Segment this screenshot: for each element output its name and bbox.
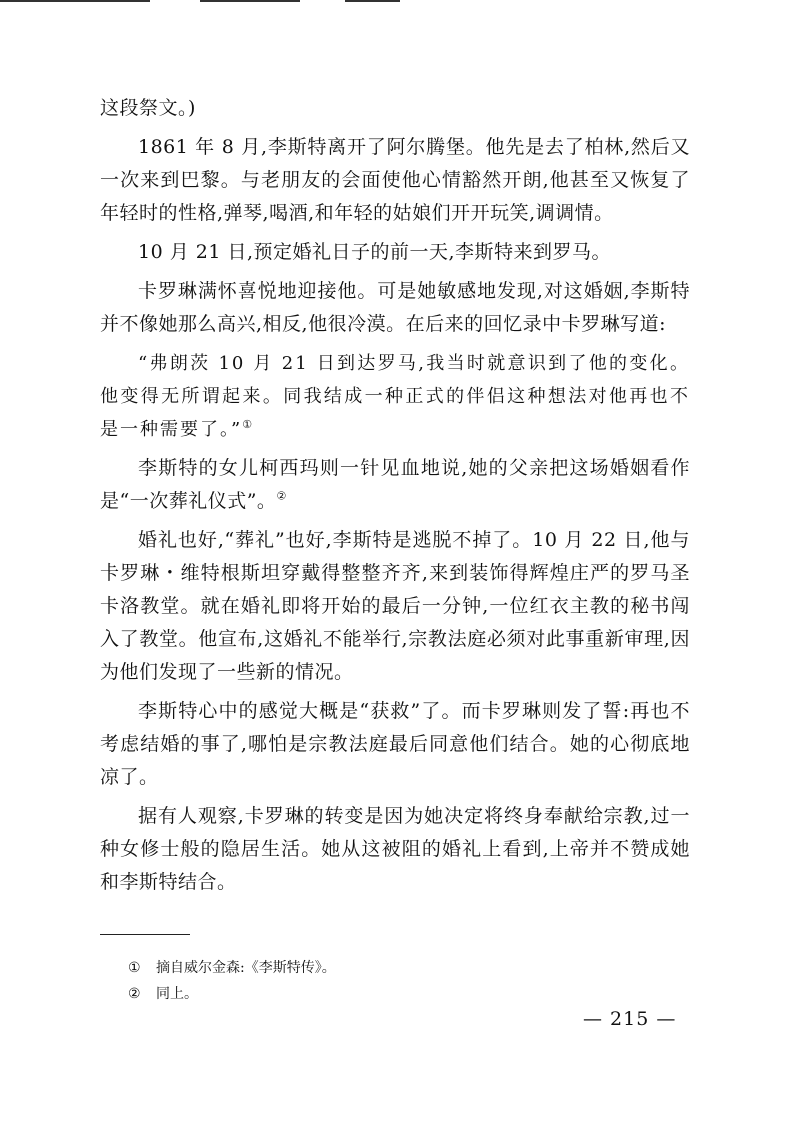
top-rule-right — [345, 0, 400, 2]
footnote-1-number: ① — [128, 960, 141, 976]
footnotes — [128, 955, 336, 1007]
footnote-1-text: 摘自威尔金森:《李斯特传》。 — [156, 960, 336, 976]
paragraph-1861: 1861 年 8 月,李斯特离开了阿尔腾堡。他先是去了柏林,然后又一次来到巴黎。与老朋友的会面使他心情豁然开朗,他甚至又恢复了年轻时的性格,弹琴,喝酒,和年轻的姑娘们开开玩笑,调调情。 — [100, 136, 690, 224]
paragraph-rescued: 李斯特心中的感觉大概是“获救”了。而卡罗琳则发了誓:再也不考虑结婚的事了,哪怕是宗教法庭最后同意他们结合。她的心彻底地凉了。 — [100, 700, 690, 788]
paragraph-cosima — [100, 452, 690, 518]
page-body — [100, 92, 690, 905]
page-number: — 215 — — [583, 1008, 677, 1030]
cosima-text: 李斯特的女儿柯西玛则一针见血地说,她的父亲把这场婚姻看作是“一次葬礼仪式”。 — [100, 457, 690, 512]
footnote-ref-1: ① — [242, 418, 255, 431]
top-rule-middle — [200, 0, 300, 2]
paragraph-caroline-greets: 卡罗琳满怀喜悦地迎接他。可是她敏感地发现,对这婚姻,李斯特并不像她那么高兴,相反,他很冷漠。在后来的回忆录中卡罗琳写道: — [100, 280, 690, 335]
paragraph-continued: 这段祭文。) — [100, 97, 196, 119]
top-rule-left — [0, 0, 150, 2]
footnote-2 — [128, 981, 336, 1007]
memoir-quote-text: “弗朗茨 10 月 21 日到达罗马,我当时就意识到了他的变化。他变得无所谓起来。同我结成一种正式的伴侣这种想法对他再也不是一种需要了。” — [100, 353, 690, 440]
footnote-2-text: 同上。 — [156, 986, 198, 1002]
footnote-1 — [128, 955, 336, 981]
memoir-quote — [100, 347, 690, 446]
paragraph-oct-21: 10 月 21 日,预定婚礼日子的前一天,李斯特来到罗马。 — [138, 241, 612, 263]
footnote-ref-2: ② — [276, 489, 287, 503]
footnote-divider — [100, 934, 190, 935]
paragraph-observation: 据有人观察,卡罗琳的转变是因为她决定将终身奉献给宗教,过一种女修士般的隐居生活。她从这被阻的婚礼上看到,上帝并不赞成她和李斯特结合。 — [100, 805, 690, 893]
footnote-2-number: ② — [128, 986, 141, 1002]
paragraph-wedding: 婚礼也好,“葬礼”也好,李斯特是逃脱不掉了。10 月 22 日,他与卡罗琳・维特根斯坦穿戴得整整齐齐,来到装饰得辉煌庄严的罗马圣卡洛教堂。就在婚礼即将开始的最后一分钟,一位红衣主教的秘书闯入了教堂。他宣布,这婚礼不能举行,宗教法庭必须对此事重新审理,因为他们发现了一些新的情况。 — [100, 529, 690, 683]
